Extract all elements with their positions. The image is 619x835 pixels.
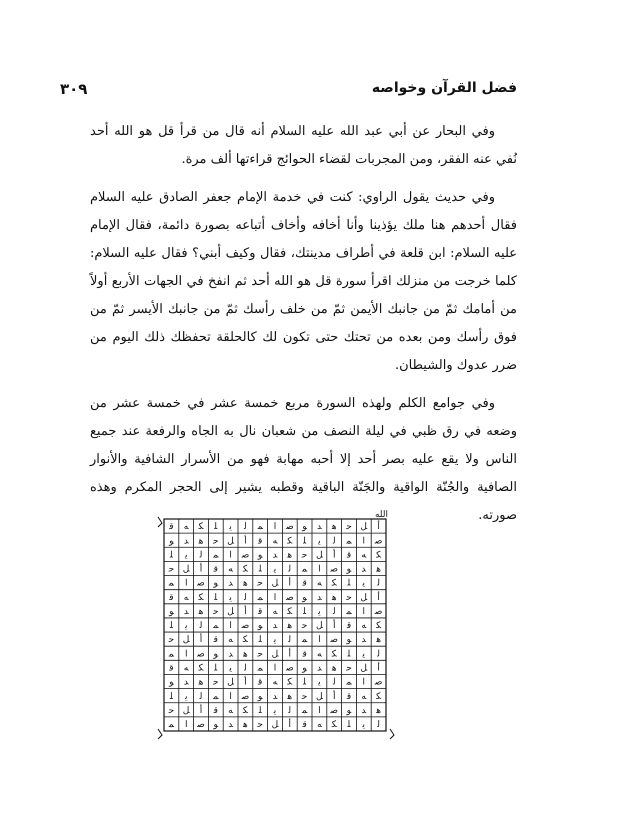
talisman-cell: ﺻ (374, 677, 383, 688)
talisman-cell: ﻫ (376, 635, 381, 646)
talisman-cell: ﻫ (198, 606, 204, 617)
talisman-cell: ﻳ (273, 564, 277, 575)
talisman-cell: ﻮ (346, 635, 352, 646)
talisman-cell: ﺪ (361, 564, 367, 575)
talisman-cell: أ (244, 606, 247, 617)
talisman-cell: ﻟ (332, 606, 336, 617)
talisman-cell: ا (184, 649, 188, 660)
talisman-cell: ﻳ (318, 677, 321, 688)
talisman-cell: ﻳ (273, 635, 277, 646)
talisman-cell: ﻮ (213, 649, 219, 660)
talisman-cell: ﻗ (302, 720, 307, 731)
talisman-cell: ﻞ (315, 550, 323, 561)
talisman-cell: ﻟ (288, 635, 292, 646)
talisman-cell: ﻮ (302, 663, 307, 674)
talisman-cell: ا (273, 663, 277, 674)
talisman-cell: ﻮ (169, 536, 174, 547)
talisman-cell: ﻤ (213, 621, 219, 632)
talisman-cell: ﺪ (361, 635, 367, 646)
talisman-cell: ﺻ (374, 536, 383, 547)
talisman-cell: ﻗ (169, 663, 174, 674)
talisman-cell: أ (332, 550, 336, 561)
talisman-cell: ﻟ (332, 677, 336, 688)
talisman-cell: ﺪ (272, 691, 278, 702)
talisman-cell: ﻞ (227, 677, 235, 688)
talisman-cell: ﻪ (272, 536, 278, 547)
talisman-cell: ﻟ (288, 564, 292, 575)
talisman-cell: ﻮ (169, 677, 174, 688)
talisman-cell: ﻜ (242, 564, 248, 575)
talisman-cell: ﻟ (199, 621, 203, 632)
talisman-cell: ﻫ (331, 663, 337, 674)
talisman-cell: ﻪ (361, 550, 367, 561)
talisman-cell: ﻜ (376, 621, 382, 632)
talisman-cell: ﻳ (362, 578, 366, 589)
talisman-cell: ﺪ (317, 592, 322, 603)
talisman-cell: ﻟ (199, 691, 203, 702)
talisman-cell: ﻠ (169, 550, 173, 561)
talisman-cell: ﻗ (213, 564, 218, 575)
talisman-cell: ﻟ (288, 705, 292, 716)
talisman-cell: ا (318, 564, 321, 575)
talisman-cell: ﻜ (198, 522, 204, 533)
talisman-cell: ﻟ (244, 663, 247, 674)
talisman-cell: ﻗ (213, 635, 218, 646)
talisman-cell: ﻞ (360, 522, 368, 533)
talisman-cell: ﻗ (213, 705, 218, 716)
talisman-cell: ﻪ (272, 606, 278, 617)
talisman-cell: ﻪ (228, 635, 234, 646)
talisman-cell: ﻤ (301, 564, 308, 575)
talisman-cell: ﻠ (214, 592, 218, 603)
talisman-cell: ﺪ (272, 550, 278, 561)
talisman-cell: ﺣ (257, 720, 263, 731)
talisman-cell: ﻫ (331, 592, 337, 603)
talisman-cell: ﺻ (374, 606, 383, 617)
talisman-cell: ا (318, 705, 321, 716)
talisman-cell: ﺪ (272, 621, 278, 632)
talisman-cell: ﻗ (346, 550, 352, 561)
talisman-cell: ﻳ (184, 621, 188, 632)
talisman-cell: ا (229, 550, 232, 561)
talisman-cell: ﻞ (227, 606, 235, 617)
talisman-cell: ﻞ (182, 564, 190, 575)
talisman-cell: ﻗ (346, 691, 352, 702)
talisman-cell: ا (184, 578, 188, 589)
talisman-cell: ﻞ (360, 663, 368, 674)
talisman-cell: ﻟ (244, 522, 247, 533)
talisman-cell: ﻞ (315, 691, 323, 702)
talisman-cell: ﺣ (301, 621, 308, 632)
talisman-cell: ﺻ (241, 550, 250, 561)
talisman-cell: ﻠ (258, 564, 262, 575)
talisman-cell: ﻞ (271, 720, 279, 731)
talisman-cell: ﻤ (257, 663, 263, 674)
talisman-cell: ﻟ (244, 592, 247, 603)
talisman-cell: ﻪ (228, 705, 234, 716)
talisman-cell: ﺻ (330, 564, 339, 575)
talisman-cell: ﻮ (302, 522, 307, 533)
talisman-cell: ﻪ (183, 663, 189, 674)
talisman-cell: ﺣ (257, 578, 263, 589)
talisman-cell: ﻞ (271, 578, 279, 589)
talisman-square (152, 505, 397, 745)
talisman-cell: ﻞ (182, 635, 190, 646)
talisman-cell: ﻫ (198, 677, 204, 688)
talisman-cell: ﻗ (258, 606, 263, 617)
talisman-cell: ا (362, 677, 366, 688)
talisman-cell: ﺣ (257, 649, 263, 660)
talisman-cell: ﻮ (169, 606, 174, 617)
paragraph-1: وفي البحار عن أبي عبد الله عليه السلام أنه قال من قرأ قل هو الله أحد نُفي عنه الفقر، ومن المجربات لقضاء الحوائج قراءتها ألف مرة. (90, 124, 517, 167)
talisman-cell: ﻟ (332, 536, 336, 547)
talisman-cell: ﻤ (257, 522, 263, 533)
talisman-cell: ﻗ (302, 649, 307, 660)
talisman-cell: ﻜ (198, 663, 204, 674)
talisman-cell: ﻤ (213, 550, 219, 561)
talisman-cell: ﻞ (360, 592, 368, 603)
talisman-cell: ﺪ (317, 522, 322, 533)
talisman-cell: ﺣ (213, 677, 219, 688)
talisman-cell: أ (332, 691, 336, 702)
talisman-cell: ﻮ (346, 564, 352, 575)
talisman-cell: ﻳ (229, 592, 232, 603)
talisman-cell: ا (229, 621, 232, 632)
talisman-cell: ﻪ (316, 578, 322, 589)
talisman-grid (152, 505, 397, 745)
talisman-cell: أ (377, 592, 380, 603)
talisman-cell: ﻮ (302, 592, 307, 603)
talisman-cell: ﺣ (213, 606, 219, 617)
talisman-cell: ﻠ (258, 635, 262, 646)
talisman-cell: ﻤ (346, 536, 352, 547)
talisman-cell: ﺻ (241, 691, 250, 702)
talisman-cell: ﺣ (346, 663, 352, 674)
talisman-cell: ﻤ (213, 691, 219, 702)
corner-ornament (158, 517, 162, 527)
talisman-cell: ﺻ (285, 592, 294, 603)
talisman-cell: ﺣ (346, 522, 352, 533)
talisman-cell: ﺻ (197, 578, 205, 589)
talisman-cell: ﻤ (168, 578, 175, 589)
talisman-cell: ﻮ (257, 550, 263, 561)
talisman-cell: ﻪ (316, 649, 322, 660)
talisman-cell: ﻜ (242, 635, 248, 646)
talisman-cell: ﺣ (168, 705, 175, 716)
talisman-cell: ا (273, 592, 277, 603)
talisman-cell: ﻤ (168, 649, 175, 660)
talisman-cell: ﺻ (285, 663, 294, 674)
talisman-cell: ﻪ (316, 720, 322, 731)
running-title: فضل القرآن وخواصه (371, 80, 517, 96)
talisman-cell: ا (362, 606, 366, 617)
talisman-cell: ﺪ (183, 677, 189, 688)
talisman-cell: ﻪ (183, 522, 189, 533)
talisman-cell: ﻳ (362, 649, 366, 660)
talisman-cell: ﻫ (376, 705, 381, 716)
page-body (90, 118, 517, 540)
talisman-cell: ﻳ (229, 522, 232, 533)
talisman-cell: ﻜ (331, 578, 337, 589)
talisman-cell: ﻫ (376, 564, 381, 575)
talisman-cell: ﻟ (377, 578, 380, 589)
talisman-cell: ﻫ (243, 720, 248, 731)
page-number: ٣٠٩ (60, 80, 88, 98)
talisman-cell: ﻟ (377, 649, 380, 660)
talisman-cell: ﻗ (258, 536, 263, 547)
talisman-cell: ﻤ (346, 677, 352, 688)
talisman-cell: ﻠ (303, 677, 307, 688)
talisman-cell: ﻜ (287, 606, 293, 617)
talisman-cell: ﻫ (243, 578, 248, 589)
talisman-cell: ﺣ (168, 635, 175, 646)
talisman-cell: ﻗ (346, 621, 352, 632)
talisman-cell: ﻠ (347, 578, 351, 589)
talisman-cell: ﺻ (330, 635, 339, 646)
talisman-cell: أ (288, 649, 292, 660)
talisman-cell: ا (273, 522, 277, 533)
talisman-cell: ﺣ (213, 536, 219, 547)
talisman-cell: أ (288, 720, 292, 731)
talisman-cell: ﻮ (346, 705, 352, 716)
talisman-cell: ﺪ (228, 578, 233, 589)
talisman-cell: أ (199, 635, 203, 646)
talisman-cell: ﻤ (346, 606, 352, 617)
talisman-cell: ﺪ (228, 720, 233, 731)
talisman-cell: ﻤ (168, 720, 175, 731)
talisman-cell: ﺣ (301, 550, 308, 561)
talisman-cell: ﻗ (169, 522, 174, 533)
talisman-cell: ﻳ (184, 550, 188, 561)
talisman-cell: ﻜ (287, 677, 293, 688)
talisman-cell: ﺪ (228, 649, 233, 660)
talisman-cell: ﻮ (257, 691, 263, 702)
talisman-cell: أ (199, 705, 203, 716)
talisman-cell: ﻗ (258, 677, 263, 688)
paragraph-3: وفي جوامع الكلم ولهذه السورة مربع خمسة عشر في خمسة عشر من وضعه في رق ظبي في ليلة النصف من شعبان نال به الجاه والرفعة عند جميع الناس ولا يقع عليه بصر أحد إلا أحبه مهابة فهو من الأسرار الشافية والأنوار الصافية والجُنّة الواقية والجَنّة الباقية وقطبه يشير إلى الحجر المكرم وهذه صورته. (90, 396, 517, 523)
talisman-cell: ﺪ (183, 606, 189, 617)
talisman-cell: ﻠ (258, 705, 262, 716)
talisman-cell: ﺪ (317, 663, 322, 674)
talisman-cell: أ (244, 536, 247, 547)
talisman-cell: ا (229, 691, 232, 702)
talisman-cell: ﻞ (227, 536, 235, 547)
talisman-cell: ﺻ (330, 705, 339, 716)
talisman-cell: ﻪ (228, 564, 234, 575)
paragraph-2: وفي حديث يقول الراوي: كنت في خدمة الإمام جعفر الصادق عليه السلام فقال أحدهم هنا ملك يؤذينا وأنا أخافه وأخاف أتباعه بصورة دائمة، فقال الإمام عليه السلام: ابن قلعة في أطراف مدينتك، فقال وكيف أبني؟ فقال عليه السلام: كلما خرجت من منزلك اقرأ سورة قل هو الله أحد ثم انفخ في الجهات الأربع أولاً من أمامك ثمّ من جانبك الأيمن ثمّ من خلف رأسك ثمّ من جانبك الأيسر ثمّ من فوق رأسك ومن بعده من تحتك حتى تكون لك كالحلقة تحفظك ذلك اليوم من ضرر عدوك والشيطان. (90, 190, 517, 373)
talisman-cell: أ (377, 522, 380, 533)
talisman-cell: ﻠ (303, 536, 307, 547)
talisman-cell: ﻳ (318, 606, 321, 617)
talisman-cell: ﻳ (362, 720, 366, 731)
talisman-cell: ﺻ (197, 649, 205, 660)
talisman-cell: ﻟ (199, 550, 203, 561)
talisman-cell: أ (288, 578, 292, 589)
corner-ornament (390, 729, 394, 739)
talisman-cell: ﻠ (214, 663, 218, 674)
talisman-cell: ﻠ (303, 606, 307, 617)
talisman-cell: ﺻ (197, 720, 205, 731)
talisman-cell: ﻗ (302, 578, 307, 589)
talisman-cell: ﻮ (257, 621, 263, 632)
talisman-cell: ﺪ (183, 536, 189, 547)
talisman-cell: ﻳ (184, 691, 188, 702)
talisman-cell: ﻫ (331, 522, 337, 533)
talisman-cell: ﺣ (346, 592, 352, 603)
talisman-cell: ﺻ (241, 621, 250, 632)
talisman-cell: ﻮ (213, 720, 219, 731)
talisman-cell: ا (362, 536, 366, 547)
talisman-cell: ﻤ (257, 592, 263, 603)
talisman-cell: ﻜ (376, 691, 382, 702)
talisman-cell: أ (332, 621, 336, 632)
talisman-cell: ﻜ (242, 705, 248, 716)
talisman-cell: ﻜ (376, 550, 382, 561)
talisman-cell: ﻫ (287, 621, 293, 632)
talisman-cell: ﻜ (331, 720, 337, 731)
talisman-cell: ا (184, 720, 188, 731)
talisman-cell: ﻪ (361, 621, 367, 632)
talisman-cell: ﻠ (169, 691, 173, 702)
talisman-cell: ﻳ (273, 705, 277, 716)
talisman-cell: ﻠ (214, 522, 218, 533)
talisman-cell: ﻫ (243, 649, 248, 660)
talisman-cell: أ (244, 677, 247, 688)
talisman-cell: ﺣ (168, 564, 175, 575)
talisman-cell: ﻠ (169, 621, 173, 632)
talisman-cell: ﻞ (182, 705, 190, 716)
corner-mark-top-right: الله (374, 510, 388, 520)
talisman-cell: ﻜ (331, 649, 337, 660)
talisman-cell: ﻤ (301, 705, 308, 716)
talisman-cell: ﻤ (301, 635, 308, 646)
talisman-cell: ﻠ (347, 720, 351, 731)
corner-ornament (158, 729, 162, 739)
talisman-cell: ﻫ (287, 550, 293, 561)
talisman-cell: ﻮ (213, 578, 219, 589)
talisman-cell: ﻪ (183, 592, 189, 603)
page-header (60, 80, 517, 100)
talisman-cell: ﺣ (301, 691, 308, 702)
talisman-cell: ا (318, 635, 321, 646)
talisman-cell: ﻪ (272, 677, 278, 688)
talisman-cell: ﻞ (271, 649, 279, 660)
talisman-cell: ﻜ (287, 536, 293, 547)
talisman-cell: ﻞ (315, 621, 323, 632)
talisman-cell: ﻪ (361, 691, 367, 702)
talisman-cell: ﺻ (285, 522, 294, 533)
talisman-cell: ﺪ (361, 705, 367, 716)
talisman-cell: ﻳ (229, 663, 232, 674)
talisman-cell: أ (377, 663, 380, 674)
talisman-cell: ﻜ (198, 592, 204, 603)
talisman-cell: ﻗ (169, 592, 174, 603)
talisman-cell: ﻳ (318, 536, 321, 547)
talisman-cell: ﻟ (377, 720, 380, 731)
talisman-cell: ﻫ (198, 536, 204, 547)
talisman-cell: ﻫ (287, 691, 293, 702)
talisman-cell: أ (199, 564, 203, 575)
talisman-cell: ﻠ (347, 649, 351, 660)
